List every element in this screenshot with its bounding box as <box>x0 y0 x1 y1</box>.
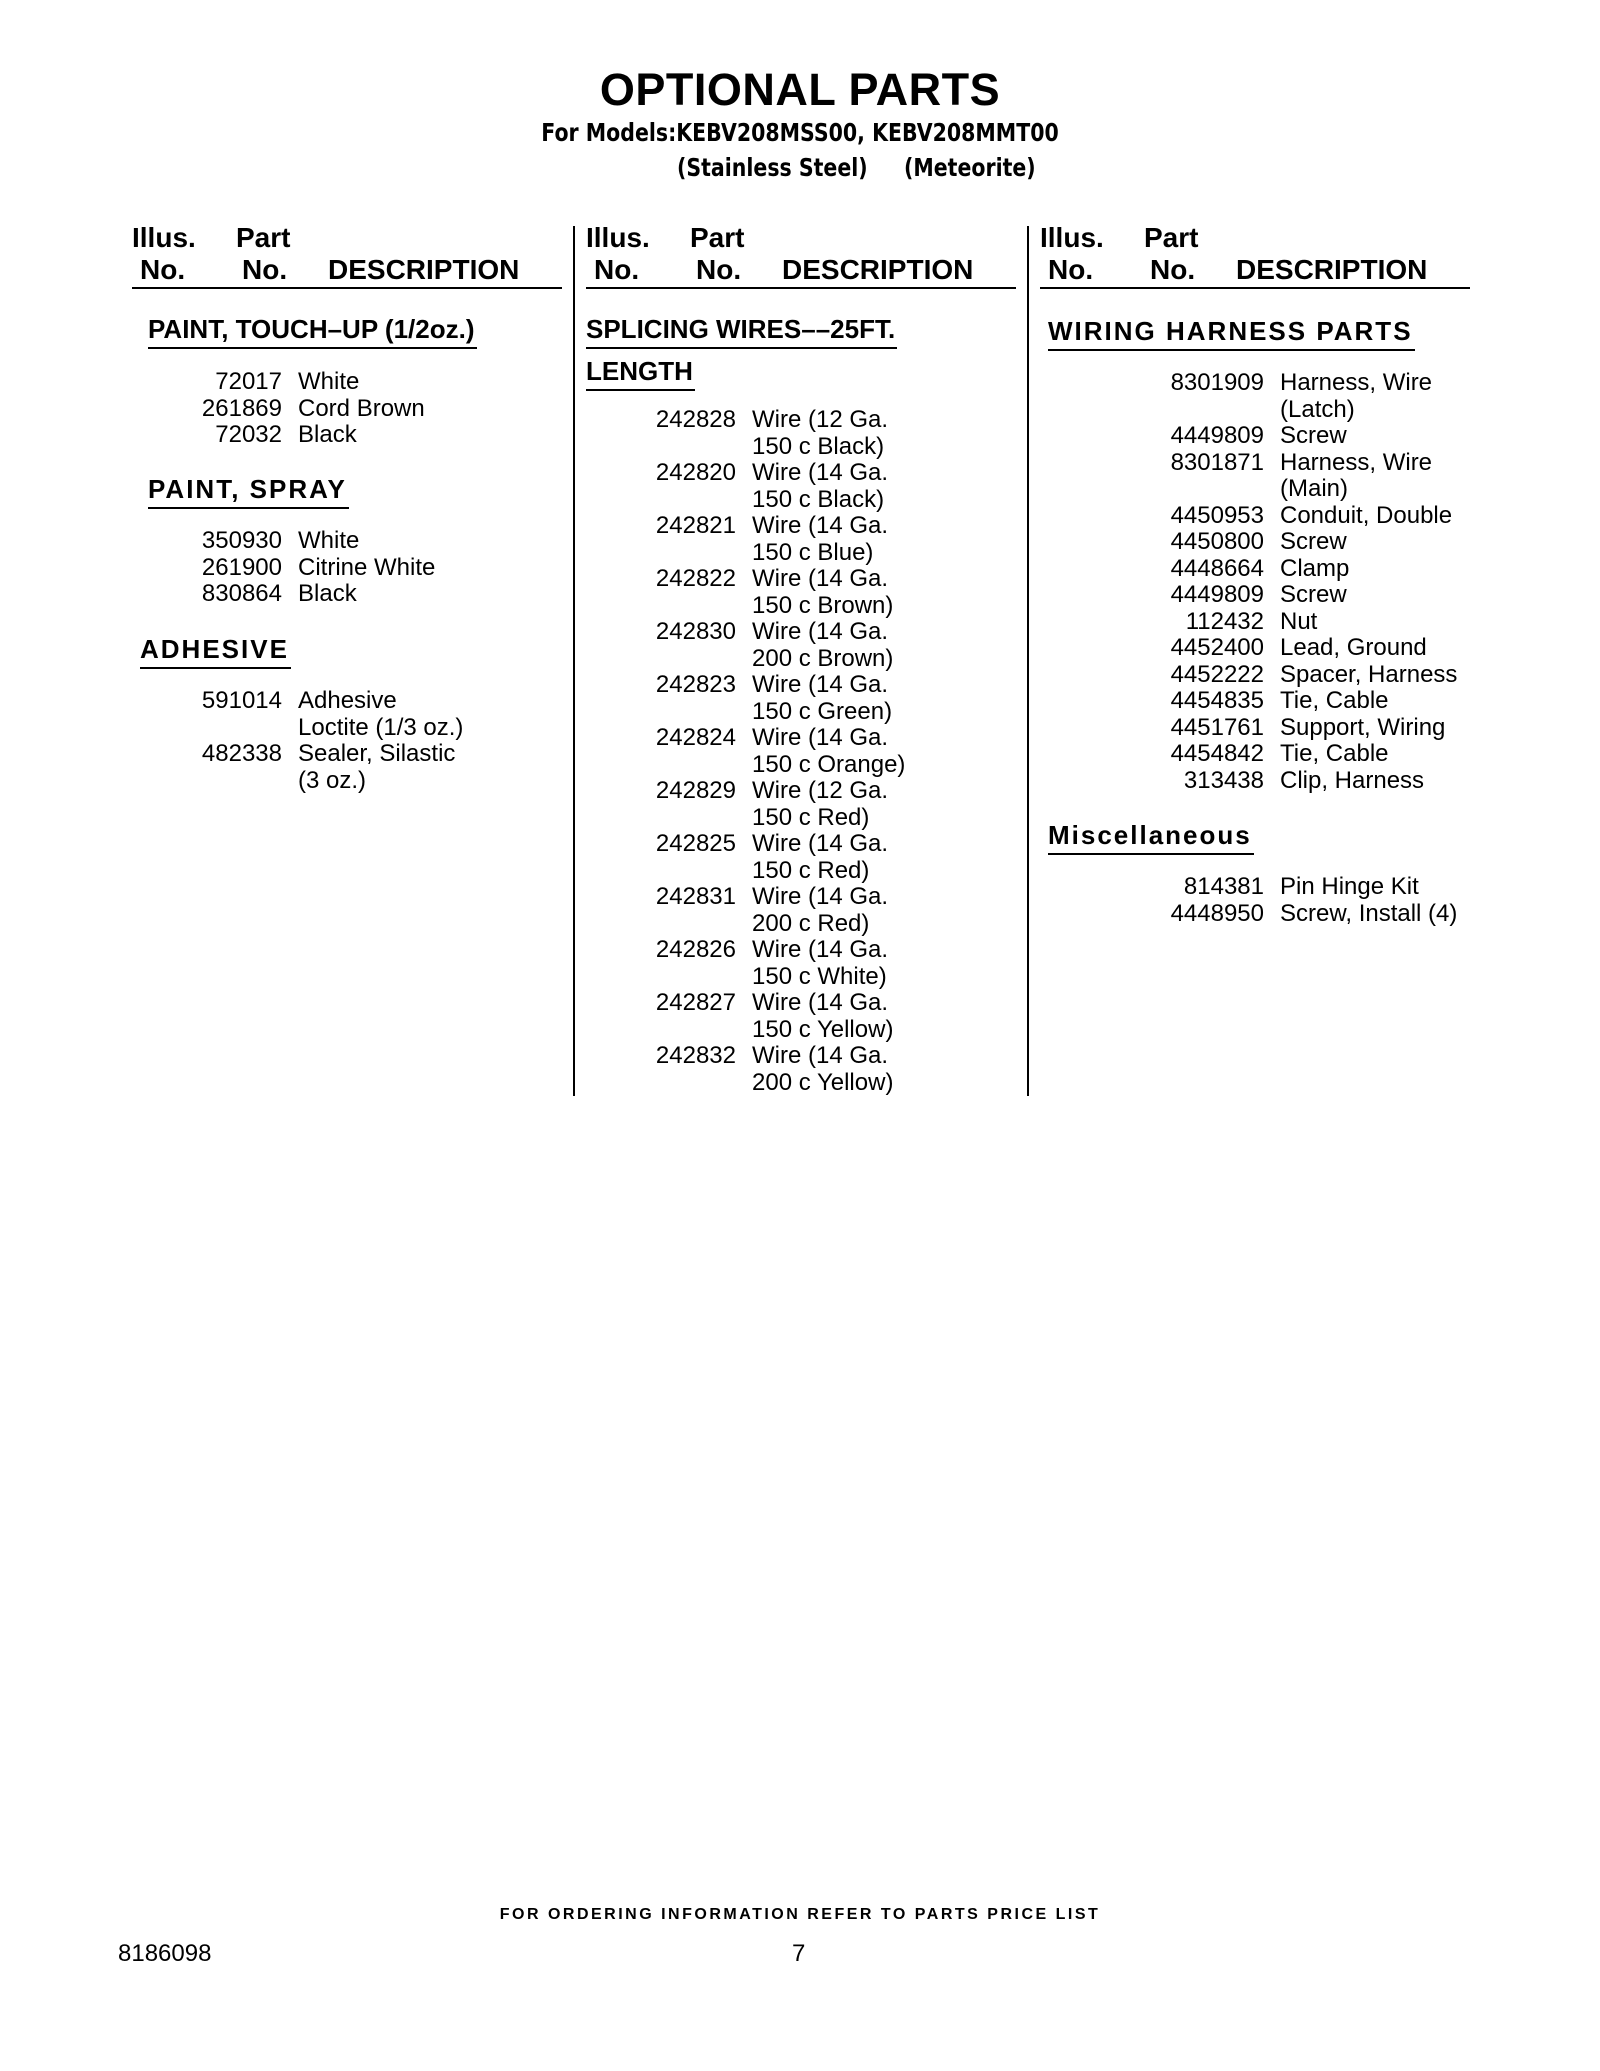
illus-label: Illus. <box>132 222 196 253</box>
list-item <box>132 688 463 741</box>
section-title-wiring-harness: WIRING HARNESS PARTS <box>1048 316 1415 351</box>
part-number: 261869 <box>201 394 282 422</box>
part-description: Wire (14 Ga. 150 c Red) <box>752 830 889 884</box>
part-number: 8301871 <box>1170 448 1264 476</box>
list-item <box>1114 901 1457 928</box>
part-description: Wire (14 Ga. 150 c Orange) <box>752 724 906 778</box>
part-description: Screw <box>1280 528 1347 555</box>
finish-meteorite: (Meteorite) <box>904 153 1036 182</box>
part-number: 242823 <box>655 671 736 698</box>
part-description: Pin Hinge Kit <box>1280 873 1419 900</box>
part-number: 313438 <box>1183 766 1264 794</box>
part-description: Adhesive Loctite (1/3 oz.) <box>298 687 464 741</box>
list-item <box>1114 662 1457 689</box>
section-title-adhesive: ADHESIVE <box>140 634 291 669</box>
list-item <box>586 460 905 513</box>
part-no-label: No. <box>1150 254 1196 285</box>
part-number: 482338 <box>201 740 282 767</box>
part-no-label: No. <box>242 254 288 285</box>
part-description: Citrine White <box>298 553 436 581</box>
part-number: 8301909 <box>1170 369 1264 396</box>
part-number: 242830 <box>655 618 736 645</box>
list-item <box>586 884 905 937</box>
part-number: 242822 <box>655 565 736 592</box>
list-item <box>132 369 425 396</box>
part-number: 4448664 <box>1170 554 1264 582</box>
list-item <box>586 566 905 619</box>
part-number: 4452400 <box>1170 634 1264 661</box>
part-number: 242828 <box>655 406 736 433</box>
part-number: 242827 <box>655 989 736 1016</box>
list-item <box>1114 609 1457 636</box>
illus-no-label: No. <box>140 254 186 285</box>
part-number: 112432 <box>1185 607 1264 635</box>
column-3 <box>1040 222 1470 1102</box>
part-description: Spacer, Harness <box>1280 660 1458 688</box>
part-number: 242825 <box>655 830 736 857</box>
part-number: 242829 <box>655 777 736 804</box>
list-item <box>1114 556 1457 583</box>
column-header <box>586 222 1016 292</box>
page-number: 7 <box>792 1940 806 1967</box>
part-number: 4450800 <box>1170 528 1264 555</box>
part-number: 4449809 <box>1170 581 1264 608</box>
list-item <box>586 725 905 778</box>
part-description: Tie, Cable <box>1280 687 1389 714</box>
description-label: DESCRIPTION <box>1236 254 1428 285</box>
description-label: DESCRIPTION <box>782 254 974 285</box>
part-description: Black <box>298 580 357 607</box>
part-number: 72032 <box>215 421 282 448</box>
list-item <box>132 741 463 794</box>
part-number: 4448950 <box>1170 899 1264 927</box>
part-description: Wire (14 Ga. 200 c Brown) <box>752 618 894 672</box>
list-item <box>586 990 905 1043</box>
part-description: Clamp <box>1280 554 1350 582</box>
section-title-paint-touchup: PAINT, TOUCH–UP (1/2oz.) <box>148 314 477 349</box>
part-no-label: No. <box>696 254 742 285</box>
part-description: Screw, Install (4) <box>1280 899 1458 927</box>
part-description: White <box>298 527 360 554</box>
list-item <box>132 396 425 423</box>
list-item <box>1114 582 1457 609</box>
finish-stainless: (Stainless Steel) <box>677 153 868 182</box>
part-number: 4454835 <box>1170 687 1264 714</box>
illus-label: Illus. <box>1040 222 1104 253</box>
part-description: Screw <box>1280 422 1347 449</box>
document-number: 8186098 <box>118 1940 212 1967</box>
list-item <box>1114 741 1457 768</box>
list-item <box>586 778 905 831</box>
list-item <box>1114 423 1457 450</box>
list-item <box>1114 529 1457 556</box>
part-number: 242824 <box>655 724 736 751</box>
illus-label: Illus. <box>586 222 650 253</box>
list-item <box>586 407 905 460</box>
list-paint-touchup <box>132 369 425 449</box>
illus-no-label: No. <box>1048 254 1094 285</box>
list-item <box>1114 688 1457 715</box>
list-item <box>1114 715 1457 742</box>
part-number: 591014 <box>201 687 282 714</box>
list-item <box>1114 874 1457 901</box>
section-title-splicing-length: LENGTH <box>586 356 695 391</box>
part-label: Part <box>236 222 291 253</box>
section-title-miscellaneous: Miscellaneous <box>1048 820 1254 855</box>
part-number: 830864 <box>201 580 282 607</box>
part-description: Wire (14 Ga. 150 c White) <box>752 936 889 990</box>
part-number: 242832 <box>655 1042 736 1069</box>
page-title: OPTIONAL PARTS <box>599 64 1001 115</box>
part-number: 4450953 <box>1170 501 1264 529</box>
list-item <box>1114 370 1457 423</box>
part-description: Clip, Harness <box>1280 766 1425 794</box>
part-description: Wire (12 Ga. 150 c Black) <box>752 406 889 460</box>
part-description: Harness, Wire (Main) <box>1280 448 1433 502</box>
column-header <box>132 222 562 292</box>
part-label: Part <box>690 222 745 253</box>
part-description: Support, Wiring <box>1280 713 1446 741</box>
finishes-line <box>0 153 1600 185</box>
list-item <box>132 422 425 449</box>
part-description: Wire (14 Ga. 150 c Blue) <box>752 512 889 566</box>
header-rule <box>586 287 1016 289</box>
section-title-splicing-wires: SPLICING WIRES––25FT. <box>586 314 897 349</box>
part-description: Wire (14 Ga. 150 c Black) <box>752 459 889 513</box>
part-description: Screw <box>1280 581 1347 608</box>
part-number: 4454842 <box>1170 740 1264 767</box>
part-description: Sealer, Silastic (3 oz.) <box>298 740 456 794</box>
part-number: 72017 <box>215 368 282 395</box>
part-number: 242821 <box>655 512 736 539</box>
list-item <box>586 513 905 566</box>
part-number: 4449809 <box>1170 422 1264 449</box>
part-description: Wire (14 Ga. 150 c Yellow) <box>752 989 894 1043</box>
list-item <box>132 581 435 608</box>
part-number: 814381 <box>1183 873 1264 900</box>
list-item <box>586 831 905 884</box>
part-number: 242826 <box>655 936 736 963</box>
part-description: Lead, Ground <box>1280 634 1427 661</box>
part-description: Wire (14 Ga. 150 c Brown) <box>752 565 894 619</box>
list-miscellaneous <box>1114 874 1457 927</box>
part-description: Nut <box>1280 607 1318 635</box>
column-header <box>1040 222 1470 292</box>
part-description: Wire (14 Ga. 150 c Green) <box>752 671 893 725</box>
section-title-paint-spray: PAINT, SPRAY <box>148 474 349 509</box>
list-item <box>1114 503 1457 530</box>
part-description: Harness, Wire (Latch) <box>1280 369 1433 423</box>
part-description: Tie, Cable <box>1280 740 1389 767</box>
column-2 <box>586 222 1016 1102</box>
part-description: Wire (12 Ga. 150 c Red) <box>752 777 889 831</box>
list-item <box>1114 450 1457 503</box>
header-rule <box>1040 287 1470 289</box>
description-label: DESCRIPTION <box>328 254 520 285</box>
list-item <box>586 1043 905 1096</box>
part-number: 4452222 <box>1170 660 1264 688</box>
column-1 <box>132 222 562 1102</box>
part-description: Conduit, Double <box>1280 501 1453 529</box>
list-item <box>132 555 435 582</box>
list-splicing-wires <box>586 407 905 1096</box>
header-rule <box>132 287 562 289</box>
part-number: 242820 <box>655 459 736 486</box>
part-description: Cord Brown <box>298 394 425 422</box>
part-number: 242831 <box>655 883 736 910</box>
part-label: Part <box>1144 222 1199 253</box>
list-item <box>1114 635 1457 662</box>
column-divider <box>1027 226 1029 1096</box>
list-item <box>132 528 435 555</box>
ordering-info: FOR ORDERING INFORMATION REFER TO PARTS PRICE LIST <box>499 1906 1101 1923</box>
models-line: For Models:KEBV208MSS00, KEBV208MMT00 <box>541 118 1059 147</box>
list-wiring-harness <box>1114 370 1457 794</box>
part-number: 4451761 <box>1170 713 1264 741</box>
part-number: 261900 <box>201 553 282 581</box>
list-item <box>586 937 905 990</box>
list-adhesive <box>132 688 463 794</box>
part-description: Wire (14 Ga. 200 c Yellow) <box>752 1042 894 1096</box>
part-description: Black <box>298 421 357 448</box>
part-description: White <box>298 368 360 395</box>
part-description: Wire (14 Ga. 200 c Red) <box>752 883 889 937</box>
part-number: 350930 <box>201 527 282 554</box>
list-item <box>586 672 905 725</box>
illus-no-label: No. <box>594 254 640 285</box>
list-item <box>586 619 905 672</box>
list-paint-spray <box>132 528 435 608</box>
column-divider <box>573 226 575 1096</box>
list-item <box>1114 768 1457 795</box>
